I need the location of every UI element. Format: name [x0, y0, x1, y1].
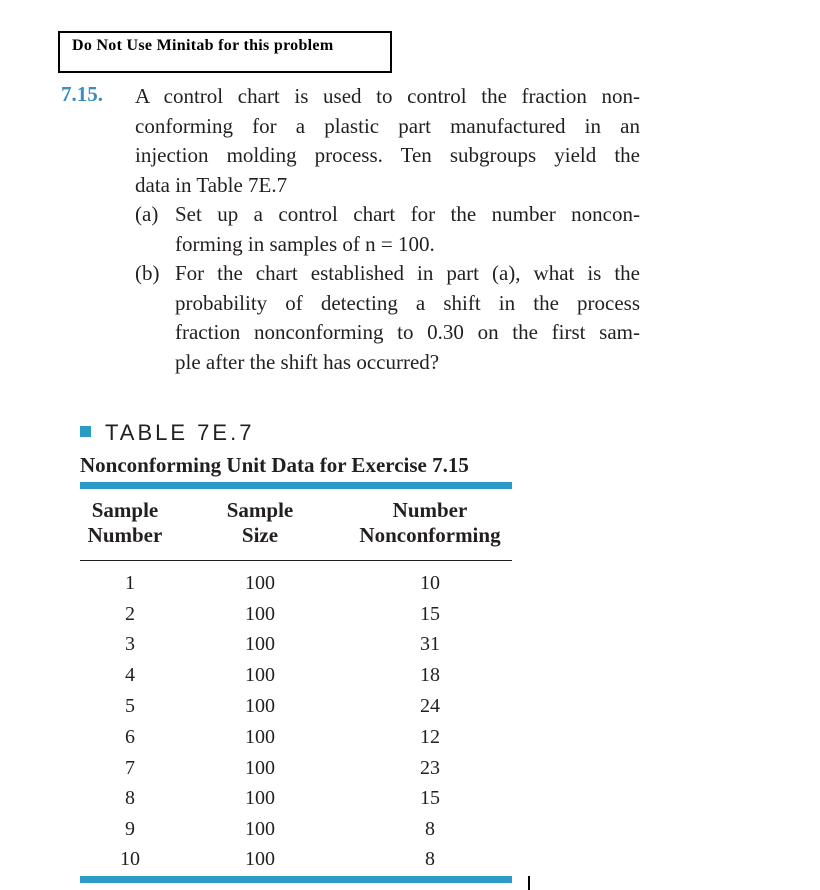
sample-size-cell: 100: [245, 572, 275, 594]
text-cursor: [528, 876, 530, 890]
table-row: [80, 848, 512, 878]
sample-size-cell: 100: [245, 695, 275, 717]
nonconforming-cell: 15: [420, 787, 440, 809]
problem-number: 7.15.: [61, 82, 103, 106]
table-top-rule: [80, 482, 512, 489]
column-header-sample-size: [215, 498, 305, 548]
sample-number-cell: 4: [125, 664, 135, 686]
table-row: [80, 818, 512, 848]
problem-line: injection molding process. Ten subgroups yield the: [135, 143, 640, 167]
part-line: For the chart established in part (a), what is the: [175, 261, 640, 285]
sample-number-cell: 10: [120, 848, 140, 870]
column-header-line: Size: [241, 523, 279, 547]
sample-number-cell: 1: [125, 572, 135, 594]
table-caption: Nonconforming Unit Data for Exercise 7.15: [80, 453, 469, 477]
part-label: (b): [135, 261, 160, 285]
notice-text: Do Not Use Minitab for this problem: [72, 37, 334, 54]
column-header-sample-number: [80, 498, 170, 548]
problem-parts: [135, 200, 640, 377]
table-header-rule: [80, 560, 512, 561]
table-heading: [80, 420, 254, 446]
square-bullet-icon: [80, 426, 91, 437]
sample-size-cell: 100: [245, 633, 275, 655]
sample-number-cell: 5: [125, 695, 135, 717]
table-row: [80, 695, 512, 725]
sample-size-cell: 100: [245, 848, 275, 870]
sample-size-cell: 100: [245, 787, 275, 809]
problem-statement: [135, 82, 640, 200]
part-b: [135, 259, 640, 377]
nonconforming-cell: 24: [420, 695, 440, 717]
column-header-number-nonconforming: [350, 498, 510, 548]
table-row: [80, 603, 512, 633]
nonconforming-cell: 8: [425, 848, 435, 870]
nonconforming-cell: 10: [420, 572, 440, 594]
column-header-line: Sample: [91, 498, 159, 522]
part-line: ple after the shift has occurred?: [175, 349, 440, 374]
sample-size-cell: 100: [245, 603, 275, 625]
sample-number-cell: 2: [125, 603, 135, 625]
table-heading-text: TABLE 7E.7: [105, 420, 255, 445]
nonconforming-cell: 31: [420, 633, 440, 655]
sample-size-cell: 100: [245, 818, 275, 840]
nonconforming-cell: 12: [420, 726, 440, 748]
sample-number-cell: 6: [125, 726, 135, 748]
sample-size-cell: 100: [245, 757, 275, 779]
table-row: [80, 757, 512, 787]
sample-size-cell: 100: [245, 664, 275, 686]
problem-line: conforming for a plastic part manufactured in an: [135, 113, 640, 138]
sample-number-cell: 9: [125, 818, 135, 840]
table-row: [80, 726, 512, 756]
part-line: Set up a control chart for the number noncon-: [175, 202, 640, 226]
part-line: fraction nonconforming to 0.30 on the first sam-: [175, 320, 640, 344]
part-line: forming in samples of n = 100.: [175, 231, 435, 256]
column-header-line: Number: [87, 523, 163, 547]
nonconforming-cell: 15: [420, 603, 440, 625]
part-label: (a): [135, 202, 159, 226]
column-header-line: Sample: [226, 498, 294, 522]
problem-line: A control chart is used to control the fraction non-: [135, 84, 640, 108]
nonconforming-cell: 23: [420, 757, 440, 779]
problem-line: data in Table 7E.7: [135, 172, 288, 197]
column-header-line: Number: [392, 498, 468, 522]
table-bottom-rule: [80, 876, 512, 883]
notice-box: [58, 31, 392, 73]
sample-number-cell: 3: [125, 633, 135, 655]
nonconforming-cell: 18: [420, 664, 440, 686]
table-row: [80, 787, 512, 817]
sample-size-cell: 100: [245, 726, 275, 748]
table-row: [80, 664, 512, 694]
sample-number-cell: 8: [125, 787, 135, 809]
table-row: [80, 633, 512, 663]
table-row: [80, 572, 512, 602]
part-line: probability of detecting a shift in the process: [175, 290, 640, 315]
nonconforming-cell: 8: [425, 818, 435, 840]
sample-number-cell: 7: [125, 757, 135, 779]
part-a: [135, 200, 640, 259]
column-header-line: Nonconforming: [359, 523, 501, 547]
